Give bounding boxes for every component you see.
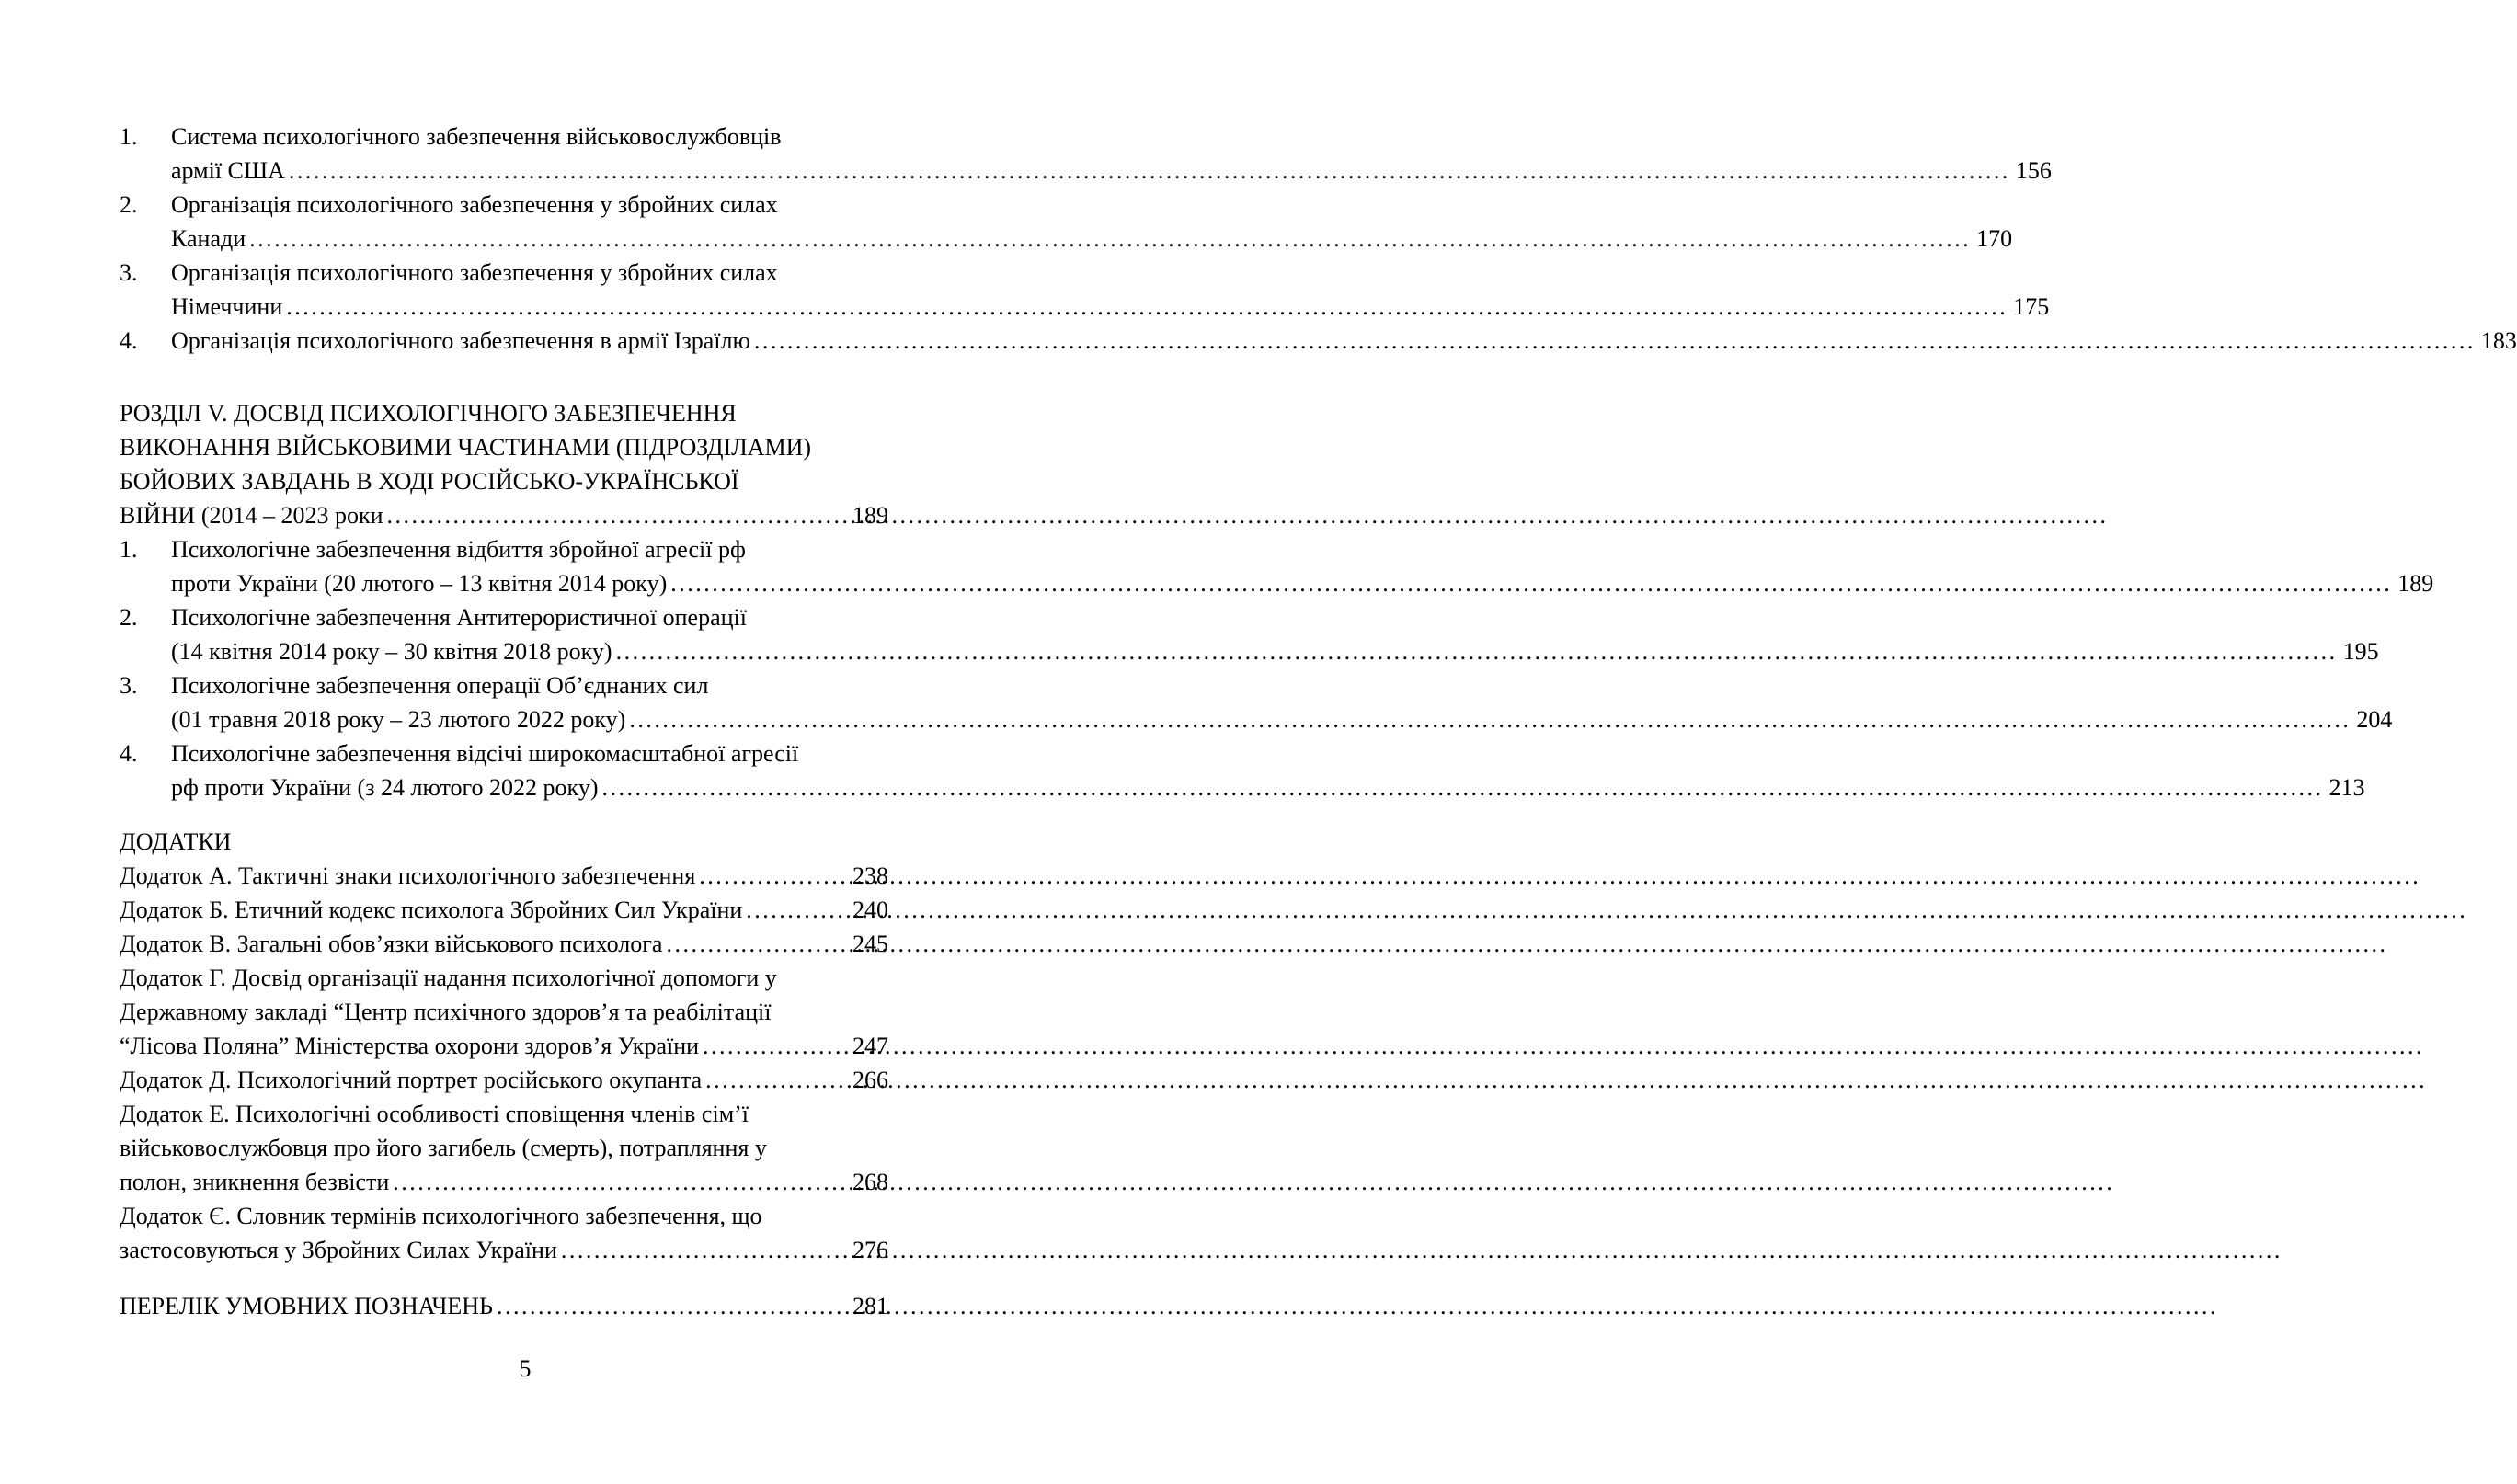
dot-leader [666,927,847,961]
appendices-heading: ДОДАТКИ [120,828,232,855]
toc-numbered-list [120,532,2434,805]
toc-entry-line: Психологічне забезпечення відбиття збройної агресії рф [171,536,746,563]
toc-entry-text: Німеччини [171,293,283,320]
toc-entry-line: Додаток Є. Словник термінів психологічного забезпечення, що [120,1203,762,1229]
dot-leader [754,324,2476,358]
toc-page-number: 240 [852,896,888,923]
toc-page-number: 156 [2015,157,2052,184]
appendix-entry [120,1199,888,1267]
toc-page-number: 245 [852,930,888,957]
dot-leader [705,1063,847,1097]
toc-entry-last-line [120,1289,888,1323]
toc-page-number: 213 [2328,774,2365,801]
appendix-entry [120,1063,888,1097]
toc-entry-line: Додаток Г. Досвід організації надання психологічної допомоги у [120,965,777,991]
toc-entry-line: БОЙОВИХ ЗАВДАНЬ В ХОДІ РОСІЙСЬКО-УКРАЇНСЬКОЇ [120,468,739,495]
toc-entry-line: РОЗДІЛ V. ДОСВІД ПСИХОЛОГІЧНОГО ЗАБЕЗПЕЧЕННЯ [120,400,737,427]
item-body [171,532,2433,600]
dot-leader [387,498,847,532]
toc-page-number: 195 [2342,638,2379,665]
item-number: 2. [120,191,138,218]
toc-entry-line: Додаток Е. Психологічні особливості сповіщення членів сім’ї [120,1101,749,1127]
dot-leader [703,1029,847,1063]
dot-leader [249,222,1971,256]
appendix-entry [120,961,888,1063]
dot-leader [497,1289,847,1323]
toc-page-number: 281 [852,1293,888,1319]
toc-page-number: 268 [852,1169,888,1195]
toc-entry-text: Додаток А. Тактичні знаки психологічного забезпечення [120,862,696,889]
item-body [171,668,2392,736]
toc-entry-last-line [120,498,888,532]
toc-entry-last-line [171,222,2012,256]
dot-leader [289,154,2010,188]
toc-entry-text: Додаток Д. Психологічний портрет російського окупанта [120,1067,703,1093]
toc-page-number: 189 [852,502,888,529]
toc-entry-last-line [120,859,888,893]
toc-entry-last-line [171,702,2392,736]
toc-entry-last-line [120,1165,888,1199]
toc-page-number: 183 [2480,327,2517,354]
item-body [171,120,2052,188]
toc-entry-text: полон, зникнення безвісти [120,1169,390,1195]
toc-entry-last-line [171,634,2379,668]
toc-numbered-list [120,120,2517,358]
toc-entry-last-line [120,893,888,927]
toc-entry-line: Державному закладі “Центр психічного здоров’я та реабілітації [120,999,772,1025]
toc-page-number: 247 [852,1033,888,1059]
toc-page-number: 204 [2356,706,2393,733]
toc-page-number: 266 [852,1067,888,1093]
toc-numbered-item [120,324,2517,358]
toc-entry-text: Додаток Б. Етичний кодекс психолога Збройних Сил України [120,896,743,923]
dot-leader [670,566,2392,600]
toc-entry-last-line [120,927,888,961]
toc-entry-text: армії США [171,157,285,184]
dot-leader [629,702,2351,736]
dot-leader [561,1233,847,1267]
toc-page-number: 276 [852,1237,888,1263]
item-number: 3. [120,259,138,286]
toc-entry-last-line [171,324,2517,358]
toc [120,120,2517,1323]
item-body [171,736,2364,805]
toc-entry-text: (01 травня 2018 року – 23 лютого 2022 року) [171,706,626,733]
toc-entry-line: ВИКОНАННЯ ВІЙСЬКОВИМИ ЧАСТИНАМИ (ПІДРОЗДІЛАМИ) [120,434,812,461]
toc-entry-text: “Лісова Поляна” Міністерства охорони здоров’я України [120,1033,700,1059]
toc-page-number: 238 [852,862,888,889]
toc-entry-line: Організація психологічного забезпечення у збройних силах [171,259,778,286]
footer-page-number: 5 [519,1355,532,1382]
toc-numbered-item [120,120,2052,188]
toc-numbered-item [120,532,2434,600]
item-number: 1. [120,536,138,563]
appendix-entry [120,859,888,893]
toc-entry-text: застосовуються у Збройних Силах України [120,1237,557,1263]
toc-page-number: 170 [1976,225,2013,252]
toc-entry-text: Організація психологічного забезпечення в армії Ізраїлю [171,327,750,354]
toc-entry-text: рф проти України (з 24 лютого 2022 року) [171,774,599,801]
toc-entry-line: Система психологічного забезпечення військовослужбовців [171,123,782,150]
toc-numbered-item [120,668,2393,736]
toc-entry-last-line [171,154,2052,188]
item-number: 2. [120,604,138,631]
toc-entry-line: Організація психологічного забезпечення у збройних силах [171,191,778,218]
toc-entry-last-line [171,290,2049,324]
dot-leader [746,893,847,927]
toc-page-number: 175 [2013,293,2050,320]
item-number: 3. [120,672,138,699]
dot-leader [616,634,2338,668]
item-body [171,256,2049,324]
toc-entry-last-line [120,1063,888,1097]
toc-entry-last-line [120,1233,888,1267]
item-body [171,188,2012,256]
appendix-list [120,859,888,1267]
toc-entry-line: військовослужбовця про його загибель (смерть), потрапляння у [120,1135,767,1161]
toc-numbered-item [120,188,2013,256]
toc-numbered-item [120,256,2050,324]
dot-leader [393,1165,847,1199]
toc-numbered-item [120,736,2365,805]
item-body [171,600,2379,668]
toc-numbered-item [120,600,2379,668]
chapter-heading [120,396,888,532]
toc-entry-last-line [120,1029,888,1063]
toc-entry-line: Психологічне забезпечення Антитерористичної операції [171,604,747,631]
appendix-entry [120,927,888,961]
toc-entry-text: ВІЙНИ (2014 – 2023 роки [120,502,383,529]
appendix-entry [120,1097,888,1199]
toc-entry-line: Психологічне забезпечення відсічі широкомасштабної агресії [171,740,799,767]
toc-page-number: 189 [2397,570,2434,597]
appendix-entry [120,893,888,927]
toc-entry-text: (14 квітня 2014 року – 30 квітня 2018 року) [171,638,612,665]
toc-entry-last-line [171,771,2364,805]
toc-entry-last-line [171,566,2433,600]
item-number: 1. [120,123,138,150]
toc-entry-text: проти України (20 лютого – 13 квітня 2014 року) [171,570,668,597]
item-body [171,324,2517,358]
toc-entry-text: Додаток В. Загальні обов’язки військового психолога [120,930,663,957]
abbreviations-heading [120,1289,888,1323]
item-number: 4. [120,327,138,354]
dot-leader [699,859,847,893]
dot-leader [601,771,2323,805]
toc-entry-text: ПЕРЕЛІК УМОВНИХ ПОЗНАЧЕНЬ [120,1293,493,1319]
dot-leader [286,290,2008,324]
item-number: 4. [120,740,138,767]
toc-entry-text: Канади [171,225,246,252]
toc-entry-line: Психологічне забезпечення операції Об’єднаних сил [171,672,709,699]
